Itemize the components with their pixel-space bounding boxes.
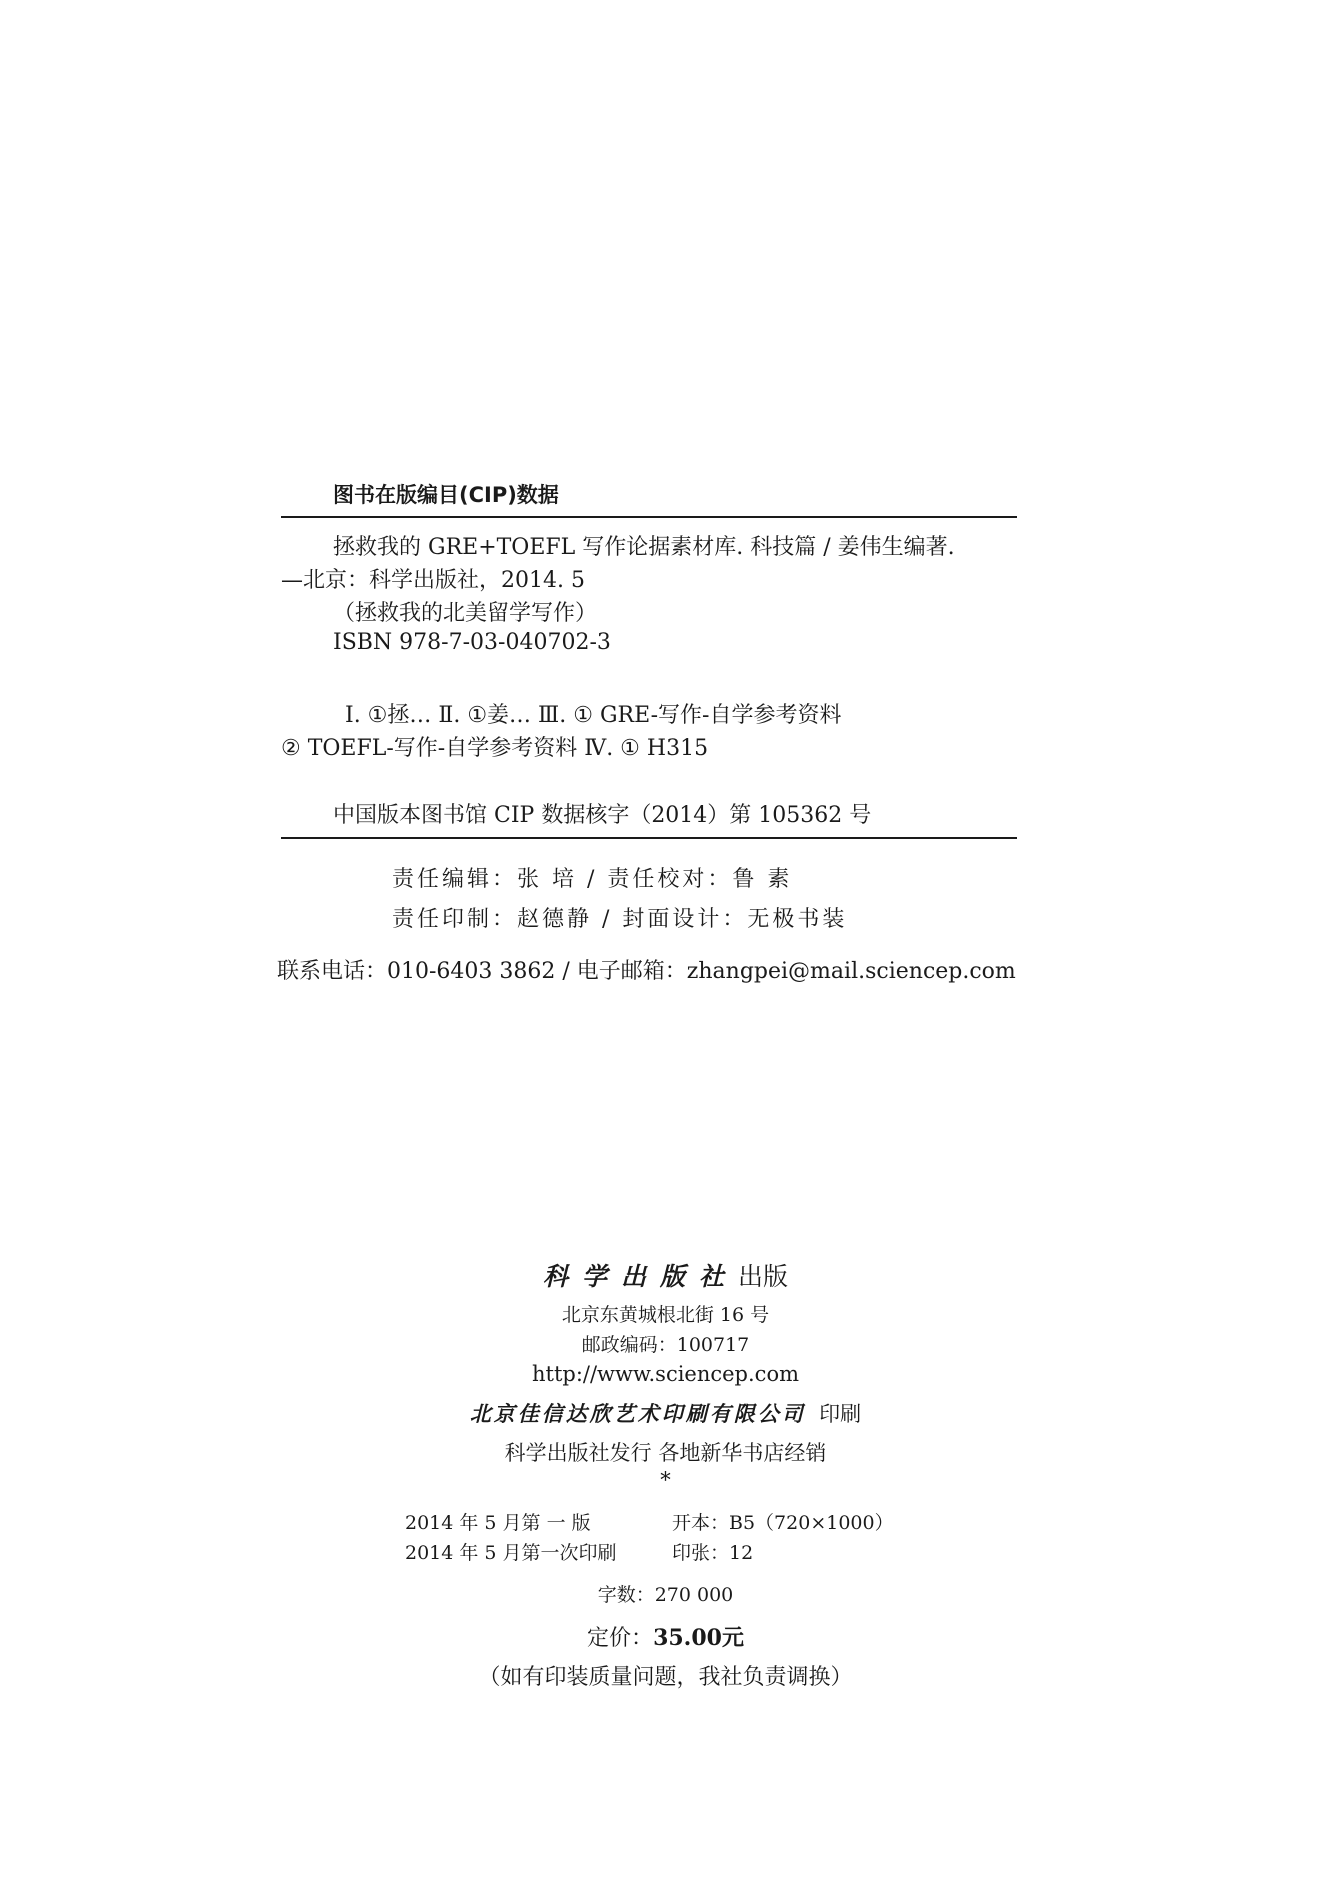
price-label: 定价： [587, 1626, 654, 1651]
sheet-count: 印张：12 [672, 1542, 754, 1564]
distribution-line: 科学出版社发行 各地新华书店经销 [504, 1441, 827, 1465]
cip-heading: 图书在版编目(CIP)数据 [333, 483, 559, 507]
printer-action: 印刷 [819, 1402, 862, 1426]
separator-asterisk: * [660, 1468, 671, 1492]
cip-top-rule [281, 516, 1017, 518]
format-info: 开本：B5（720×1000） [672, 1512, 894, 1534]
printer-name: 北京佳信达欣艺术印刷有限公司 [469, 1401, 806, 1426]
printer-line [0, 1398, 1331, 1428]
cip-bottom-rule [281, 837, 1017, 839]
publisher-action: 出版 [738, 1262, 789, 1291]
publisher-address: 北京东黄城根北街 16 号 [561, 1304, 770, 1326]
publisher-url: http://www.sciencep.com [531, 1362, 799, 1386]
publisher-name-line [0, 1257, 1331, 1293]
publisher-postcode: 邮政编码：100717 [581, 1334, 750, 1356]
production-line: 责任印制：赵德静 / 封面设计：无极书装 [392, 907, 848, 932]
publisher-name-calligraphy: 科学出版社 [542, 1262, 738, 1291]
cip-approval-number: 中国版本图书馆 CIP 数据核字（2014）第 105362 号 [333, 803, 872, 828]
word-count: 字数：270 000 [597, 1584, 734, 1606]
cip-publisher-line: —北京：科学出版社，2014. 5 [281, 568, 585, 593]
quality-note: （如有印装质量问题，我社负责调换） [478, 1665, 853, 1690]
price-value: 35.00元 [653, 1625, 744, 1651]
cip-classification-line-1: Ⅰ. ①拯… Ⅱ. ①姜… Ⅲ. ① GRE-写作-自学参考资料 [345, 703, 842, 728]
contact-line: 联系电话：010-6403 3862 / 电子邮箱：zhangpei@mail.sciencep.com [277, 959, 1016, 984]
cip-classification-line-2: ② TOEFL-写作-自学参考资料 Ⅳ. ① H315 [281, 736, 709, 761]
edition-label: 2014 年 5 月第 一 版 [405, 1512, 591, 1534]
editor-line: 责任编辑：张 培 / 责任校对：鲁 素 [392, 867, 793, 892]
printing-label: 2014 年 5 月第一次印刷 [405, 1542, 617, 1564]
cip-title-line: 拯救我的 GRE+TOEFL 写作论据素材库. 科技篇 / 姜伟生编著. [333, 535, 955, 560]
cip-isbn: ISBN 978-7-03-040702-3 [333, 630, 611, 655]
price-line [0, 1621, 1331, 1652]
cip-series-line: （拯救我的北美留学写作） [333, 601, 598, 626]
